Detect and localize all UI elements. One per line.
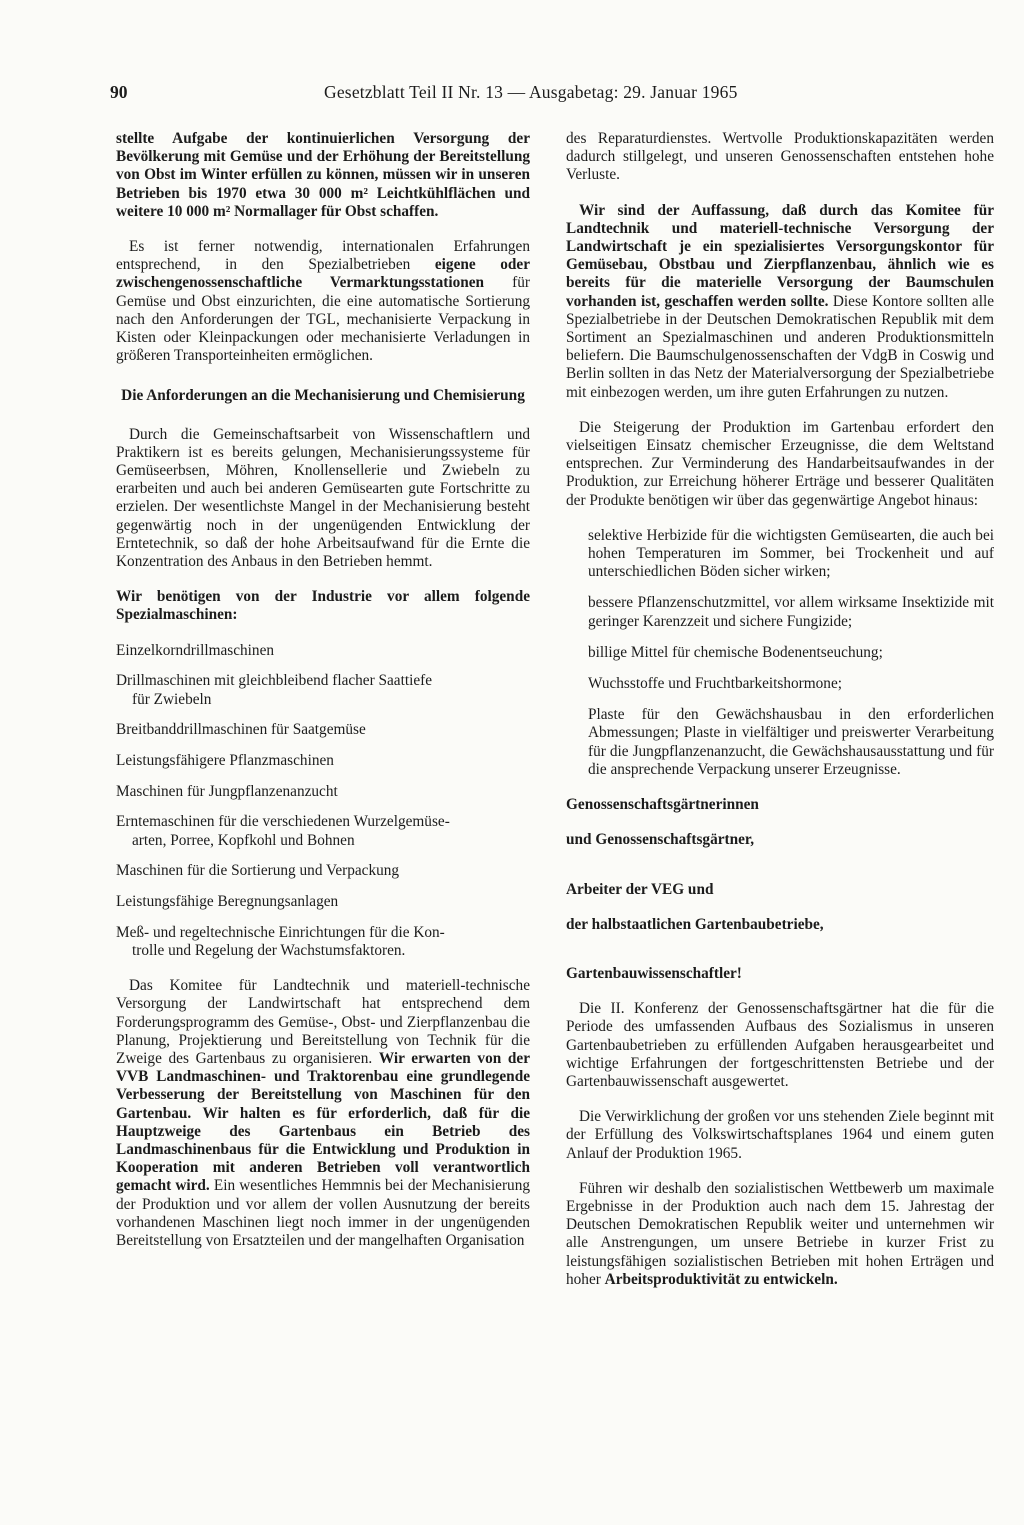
text-run: Das Komitee für Landtechnik und materiell-technische Versorgung der Landwirtschaft hat entsprechend dem Forderungsprogramm des Gemüse-, Obst- und Zierpflanzenbau die Planung, Projektierung und Bereitstellung von Technik für die Zweige des Gartenbaus zu organisieren. bbox=[116, 977, 530, 1067]
left-column bbox=[116, 130, 530, 1267]
paragraph: stellte Aufgabe der kontinuierlichen Versorgung der Bevölkerung mit Gemüse und der Erhöhung der Bereitstellung von Obst im Winter erfüllen zu können, müssen wir in unseren Betrieben bis 1970 etwa 30 000 m² Leichtkühlflächen und weitere 10 000 m² Normallager für Obst schaffen. bbox=[116, 130, 530, 220]
list-item: Wuchsstoffe und Fruchtbarkeitshormone; bbox=[588, 675, 842, 693]
list-item: selektive Herbizide für die wichtigsten Gemüsearten, die auch bei hohen Temperaturen im Sommer, bei Trockenheit und auf unterschiedlichen Böden sicher wirken; bbox=[588, 526, 994, 581]
address-line: Genossenschaftsgärtnerinnen bbox=[566, 796, 759, 814]
list-item bbox=[116, 862, 530, 880]
item-text: Erntemaschinen für die verschiedenen Wurzelgemüse- bbox=[116, 813, 450, 831]
paragraph bbox=[566, 1180, 994, 1289]
item-text-cont: arten, Porree, Kopfkohl und Bohnen bbox=[132, 831, 355, 849]
item-text: Leistungsfähigere Pflanzmaschinen bbox=[116, 751, 334, 769]
item-text: Maschinen für die Sortierung und Verpackung bbox=[116, 862, 400, 880]
list-item bbox=[116, 893, 530, 911]
list-item: bessere Pflanzenschutzmittel, vor allem wirksame Insektizide mit geringer Karenzzeit und sichere Fungizide; bbox=[588, 594, 994, 630]
section-heading: Die Anforderungen an die Mechanisierung und Chemisierung bbox=[121, 387, 525, 405]
item-text: Leistungsfähige Beregnungsanlagen bbox=[116, 893, 339, 910]
list-item bbox=[116, 752, 530, 770]
paragraph bbox=[116, 977, 530, 1250]
right-column bbox=[566, 130, 994, 1306]
list-item bbox=[116, 642, 530, 660]
item-text: Einzelkorndrillmaschinen bbox=[116, 641, 275, 659]
text-run: für Gemüse und Obst einzurichten, die eine automatische Sortierung nach den Anforderungen der TGL, mechanisierte Verpackung in Kisten oder Kleinpackungen oder mechanisierte Verladungen in größeren Transporteinheiten ermöglichen. bbox=[116, 274, 530, 365]
paragraph: Durch die Gemeinschaftsarbeit von Wissenschaftlern und Praktikern ist es bereits gelungen, Mechanisierungssysteme für Gemüseerbsen, Möhren, Knollensellerie und Zwiebeln zu erarbeiten und auch bei anderen Gemüsearten gute Fortschritte zu erzielen. Der wesentlichste Mangel in der Mechanisierung besteht gegenwärtig noch in der ungenügenden Entwicklung der Erntetechnik, so daß der hohe Arbeitsaufwand für die Ernte die Konzentration des Anbaus in den Betrieben hemmt. bbox=[116, 425, 530, 571]
paragraph: Die Verwirklichung der großen vor uns stehenden Ziele beginnt mit der Erfüllung des Volkswirtschaftsplanes 1964 und einem guten Anlauf der Produktion 1965. bbox=[566, 1108, 994, 1162]
list-item bbox=[116, 721, 530, 739]
text-run: Führen wir deshalb den sozialistischen Wettbewerb um maximale Ergebnisse in der Produktion auch nach dem 15. Jahrestag der Deutschen Demokratischen Republik weiter und unternehmen wir alle Anstrengungen, um unsere Betriebe in kurzer Frist zu leistungsfähigen sozialistischen Betrieben mit hohen Erträgen und hoher bbox=[566, 1179, 994, 1288]
list-item bbox=[116, 924, 530, 960]
text-run-bold: Wir sind der Auffassung, daß durch das Komitee für Landtechnik und materiell-technische Versorgung der Landwirtschaft je ein spezialisiertes Versorgungskontor für Gemüsebau, Obstbau und Zierpflanzenbau, ähnlich wie es bereits für die materielle Versorgung der Baumschulen vorhanden ist, geschaffen werden sollte. bbox=[566, 201, 994, 310]
paragraph: des Reparaturdienstes. Wertvolle Produktionskapazitäten werden dadurch stillgelegt, und unseren Genossenschaften entstehen hohe Verluste. bbox=[566, 130, 994, 184]
list-item: Plaste für den Gewächshausbau in den erforderlichen Abmessungen; Plaste in vielfältiger und preiswerter Verarbeitung für die Jungpflanzenanzucht, die Gewächshausausstattung und für die ansprechende Verpackung unserer Erzeugnisse. bbox=[588, 706, 994, 778]
item-text-cont: trolle und Regelung der Wachstumsfaktoren. bbox=[132, 941, 406, 959]
address-line: Gartenbauwissenschaftler! bbox=[566, 964, 742, 982]
paragraph bbox=[566, 202, 994, 402]
text-run-bold: Arbeitsproduktivität zu entwickeln. bbox=[604, 1270, 838, 1288]
item-text-cont: für Zwiebeln bbox=[132, 690, 212, 708]
list-item: billige Mittel für chemische Bodenentseuchung; bbox=[588, 643, 883, 661]
spacer bbox=[566, 867, 994, 881]
address-line: und Genossenschaftsgärtner, bbox=[566, 831, 755, 849]
item-text: Meß- und regeltechnische Einrichtungen für die Kon- bbox=[116, 923, 445, 941]
text-run: Es ist ferner notwendig, internationalen Erfahrungen entsprechend, in den Spezialbetrieben bbox=[116, 238, 530, 274]
list-item bbox=[116, 813, 530, 849]
item-text: Breitbanddrillmaschinen für Saatgemüse bbox=[116, 721, 366, 739]
address-line: der halbstaatlichen Gartenbaubetriebe, bbox=[566, 915, 824, 933]
paragraph: Die Steigerung der Produktion im Gartenbau erfordert den vielseitigen Einsatz chemischer Erzeugnisse, die dem Weltstand entsprechen. Zur Verminderung des Handarbeitsaufwandes in der Produktion, zur Erreichung höherer Erträge und besserer Qualitäten der Produkte benötigen wir über das gegenwärtige Angebot hinaus: bbox=[566, 418, 994, 509]
list-item bbox=[116, 672, 530, 708]
page-number: 90 bbox=[110, 82, 128, 102]
paragraph: Die II. Konferenz der Genossenschaftsgärtner hat die für die Periode des umfassenden Aufbaus des Sozialismus in unseren Gartenbaubetrieben zu erfüllenden Aufgaben herausgearbeitet und wichtige Erfahrungen der fortgeschrittensten Betriebe und der Gartenbauwissenschaft ausgewertet. bbox=[566, 1000, 994, 1090]
item-text: Maschinen für Jungpflanzenanzucht bbox=[116, 782, 338, 800]
address-line: Arbeiter der VEG und bbox=[566, 880, 714, 898]
paragraph bbox=[116, 238, 530, 365]
text-run-bold: eigene oder zwischengenossenschaftliche Vermarktungsstationen bbox=[116, 256, 530, 292]
item-text: Drillmaschinen mit gleichbleibend flacher Saattiefe bbox=[116, 672, 433, 690]
machine-list bbox=[116, 642, 530, 960]
chemical-list bbox=[566, 527, 994, 779]
text-run-bold: Wir erwarten von der VVB Landmaschinen- und Traktorenbau eine grundlegende Verbesserung der Bereitstellung von Maschinen für den Gartenbau. Wir halten es für erforderlich, daß für die Hauptzweige des Gartenbaus ein Betrieb des Landmaschinenbaus für die Entwicklung und Produktion in Kooperation mit anderen Betrieben voll verantwortlich gemacht wird. bbox=[116, 1049, 530, 1195]
spacer bbox=[566, 951, 994, 965]
running-title: Gesetzblatt Teil II Nr. 13 — Ausgabetag: 29. Januar 1965 bbox=[324, 82, 738, 102]
list-item bbox=[116, 783, 530, 801]
text-run: Ein wesentliches Hemmnis bei der Mechanisierung der Produktion und vor allem der vollen Ausnutzung der bereits vorhandenen Maschinen liegt noch immer in der ungenügenden Bereitstellung von Ersatzteilen und der mangelhaften Organisation bbox=[116, 1177, 530, 1249]
text-run: Diese Kontore sollten alle Spezialbetriebe in der Deutschen Demokratischen Republik mit dem Sortiment an Spezialmaschinen und anderen Produktionsmitteln beliefern. Die Baumschulgenossenschaften der VdgB in Coswig und Berlin sollten in das Netz der Materialversorgung der Spezialbetriebe mit einbezogen werden, um ihre guten Erfahrungen zu nutzen. bbox=[566, 292, 994, 401]
paragraph: Wir benötigen von der Industrie vor allem folgende Spezialmaschinen: bbox=[116, 588, 530, 624]
page-header bbox=[110, 82, 1000, 112]
